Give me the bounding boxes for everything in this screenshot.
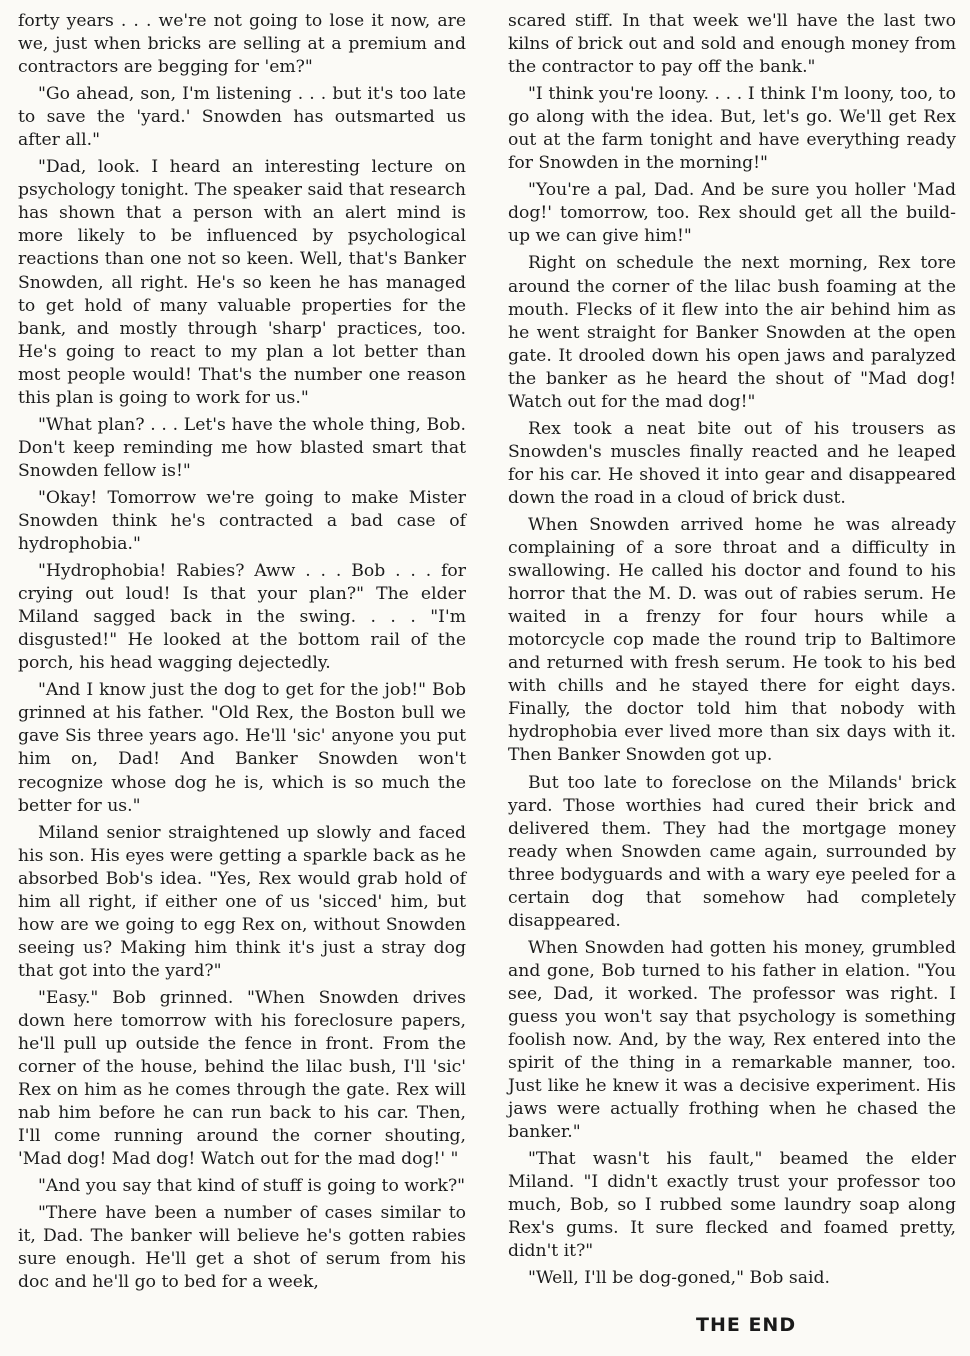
paragraph: When Snowden arrived home he was already complaining of a sore throat and a difficulty in swallowing. He called his doctor and found to his horror that the M. D. was out of rabies serum. He waited in a frenzy for four hours while a motorcycle cop made the round trip to Baltimore and returned with fresh serum. He took to his bed with chills and he stayed there for eight days. Finally, the doctor told him that nobody with hydrophobia ever lived more than six days with it. Then Banker Snowden got up.: [508, 514, 956, 766]
paragraph: "What plan? . . . Let's have the whole thing, Bob. Don't keep reminding me how blasted smart that Snowden fellow is!": [18, 414, 466, 481]
paragraph: "I think you're loony. . . . I think I'm loony, too, to go along with the idea. But, let's go. We'll get Rex out at the farm tonight and have everything ready for Snowden in the morning!": [508, 84, 956, 174]
paragraph: forty years . . . we're not going to lose it now, are we, just when bricks are selling at a premium and contractors are begging for 'em?": [18, 11, 466, 78]
paragraph: Rex took a neat bite out of his trousers as Snowden's muscles finally reacted and he leaped for his car. He shoved it into gear and disappeared down the road in a cloud of brick dust.: [508, 418, 956, 508]
paragraph: Right on schedule the next morning, Rex tore around the corner of the lilac bush foaming at the mouth. Flecks of it flew into the air behind him as he went straight for Banker Snowden at the open gate. It drooled down his open jaws and paralyzed the banker as he heard the shout of "Mad dog! Watch out for the mad dog!": [508, 253, 956, 412]
paragraph: But too late to foreclose on the Milands' brick yard. Those worthies had cured their brick and delivered them. They had the mortgage money ready when Snowden came again, surrounded by three bodyguards and with a wary eye peeled for a certain dog that somehow had completely disappeared.: [508, 772, 956, 931]
paragraph: "Dad, look. I heard an interesting lecture on psychology tonight. The speaker said that research has shown that a person with an alert mind is more likely to be influenced by psychological reactions than one not so keen. Well, that's Banker Snowden, all right. He's so keen he has managed to get hold of many valuable properties for the bank, and mostly through 'sharp' practices, too. He's going to react to my plan a lot better than most people would! That's the number one reason this plan is going to work for us.": [18, 157, 466, 408]
paragraph: "Hydrophobia! Rabies? Aww . . . Bob . . . for crying out loud! Is that your plan?" The elder Miland sagged back in the swing. . . . "I'm disgusted!" He looked at the bottom rail of the porch, his head wagging dejectedly.: [18, 561, 466, 674]
right-text-column: [508, 10, 956, 1295]
paragraph: "Okay! Tomorrow we're going to make Mister Snowden think he's contracted a bad case of hydrophobia.": [18, 487, 466, 555]
paragraph: "Well, I'll be dog-goned," Bob said.: [528, 1268, 830, 1289]
paragraph: "You're a pal, Dad. And be sure you holler 'Mad dog!' tomorrow, too. Rex should get all the build-up we can give him!": [508, 180, 956, 247]
the-end-label: THE END: [696, 1314, 797, 1336]
paragraph: "Easy." Bob grinned. "When Snowden drives down here tomorrow with his foreclosure papers, he'll pull up outside the fence in front. From the corner of the house, behind the lilac bush, I'll 'sic' Rex on him as he comes through the gate. Rex will nab him before he can run back to his car. Then, I'll come running around the corner shouting, 'Mad dog! Mad dog! Watch out for the mad dog!' ": [18, 987, 466, 1170]
left-text-column: [18, 10, 466, 1299]
paragraph: "Go ahead, son, I'm listening . . . but it's too late to save the 'yard.' Snowden has outsmarted us after all.": [18, 84, 466, 151]
paragraph: "And I know just the dog to get for the job!" Bob grinned at his father. "Old Rex, the Boston bull we gave Sis three years ago. He'll 'sic' anyone you put him on, Dad! And Banker Snowden won't recognize whose dog he is, which is so much the better for us.": [18, 680, 466, 816]
paragraph: "That wasn't his fault," beamed the elder Miland. "I didn't exactly trust your professor too much, Bob, so I rubbed some laundry soap along Rex's gums. It sure flecked and foamed pretty, didn't it?": [508, 1149, 956, 1262]
paragraph: "And you say that kind of stuff is going to work?": [38, 1176, 466, 1197]
paragraph: "There have been a number of cases similar to it, Dad. The banker will believe he's gotten rabies sure enough. He'll get a shot of serum from his doc and he'll go to bed for a week,: [18, 1203, 466, 1293]
paragraph: scared stiff. In that week we'll have the last two kilns of brick out and sold and enough money from the contractor to pay off the bank.": [508, 11, 956, 78]
paragraph: When Snowden had gotten his money, grumbled and gone, Bob turned to his father in elation. "You see, Dad, it worked. The professor was right. I guess you won't say that psychology is something foolish now. And, by the way, Rex entered into the spirit of the thing in a remarkable manner, too. Just like he knew it was a decisive experiment. His jaws were actually frothing when he chased the banker.": [508, 937, 956, 1143]
paragraph: Miland senior straightened up slowly and faced his son. His eyes were getting a sparkle back as he absorbed Bob's idea. "Yes, Rex would grab hold of him all right, if either one of us 'sicced' him, but how are we going to egg Rex on, without Snowden seeing us? Making him think it's just a stray dog that got into the yard?": [18, 822, 466, 981]
